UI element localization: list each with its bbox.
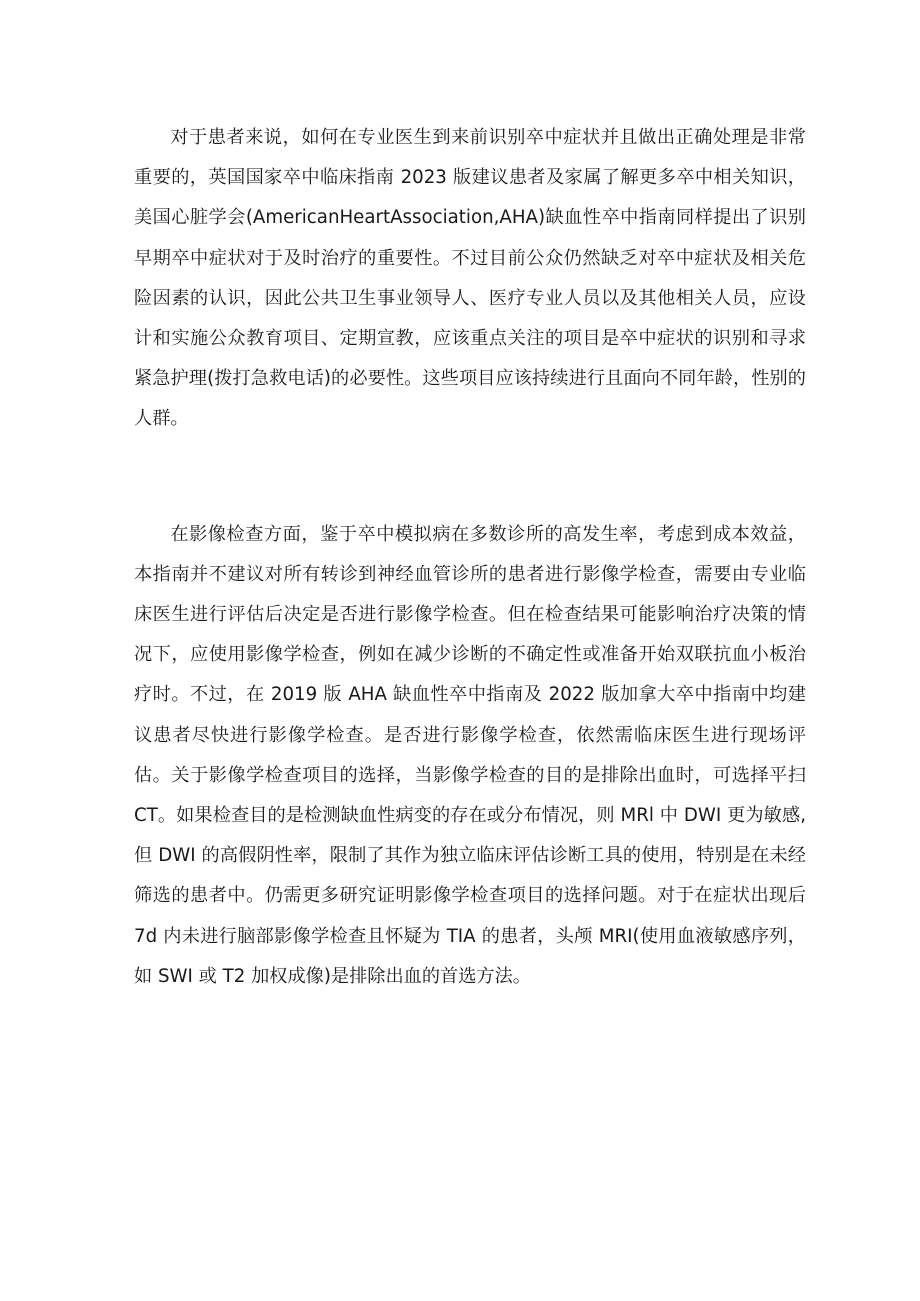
document-body [134,118,806,997]
paragraph-patient-education: 对于患者来说，如何在专业医生到来前识别卒中症状并且做出正确处理是非常重要的，英国国家卒中临床指南 2023 版建议患者及家属了解更多卒中相关知识，美国心脏学会(AmericanHeartAssociation,AHA)缺血性卒中指南同样提出了识别早期卒中症状对于及时治疗的重要性。不过目前公众仍然缺乏对卒中症状及相关危险因素的认识，因此公共卫生事业领导人、医疗专业人员以及其他相关人员，应设计和实施公众教育项目、定期宣教，应该重点关注的项目是卒中症状的识别和寻求紧急护理(拨打急救电话)的必要性。这些项目应该持续进行且面向不同年龄，性别的人群。 [134,127,806,430]
paragraph-imaging-examination: 在影像检查方面，鉴于卒中模拟病在多数诊所的高发生率，考虑到成本效益，本指南并不建议对所有转诊到神经血管诊所的患者进行影像学检查，需要由专业临床医生进行评估后决定是否进行影像学检查。但在检查结果可能影响治疗决策的情况下，应使用影像学检查，例如在减少诊断的不确定性或准备开始双联抗血小板治疗时。不过，在 2019 版 AHA 缺血性卒中指南及 2022 版加拿大卒中指南中均建议患者尽快进行影像学检查。是否进行影像学检查，依然需临床医生进行现场评估。关于影像学检查项目的选择，当影像学检查的目的是排除出血时，可选择平扫 CT。如果检查目的是检测缺血性病变的存在或分布情况，则 MRl 中 DWI 更为敏感,但 DWI 的高假阴性率，限制了其作为独立临床评估诊断工具的使用，特别是在未经筛选的患者中。仍需更多研究证明影像学检查项目的选择问题。对于在症状出现后 7d 内未进行脑部影像学检查且怀疑为 TIA 的患者，头颅 MRI(使用血液敏感序列，如 SWI 或 T2 加权成像)是排除出血的首选方法。 [134,523,806,987]
